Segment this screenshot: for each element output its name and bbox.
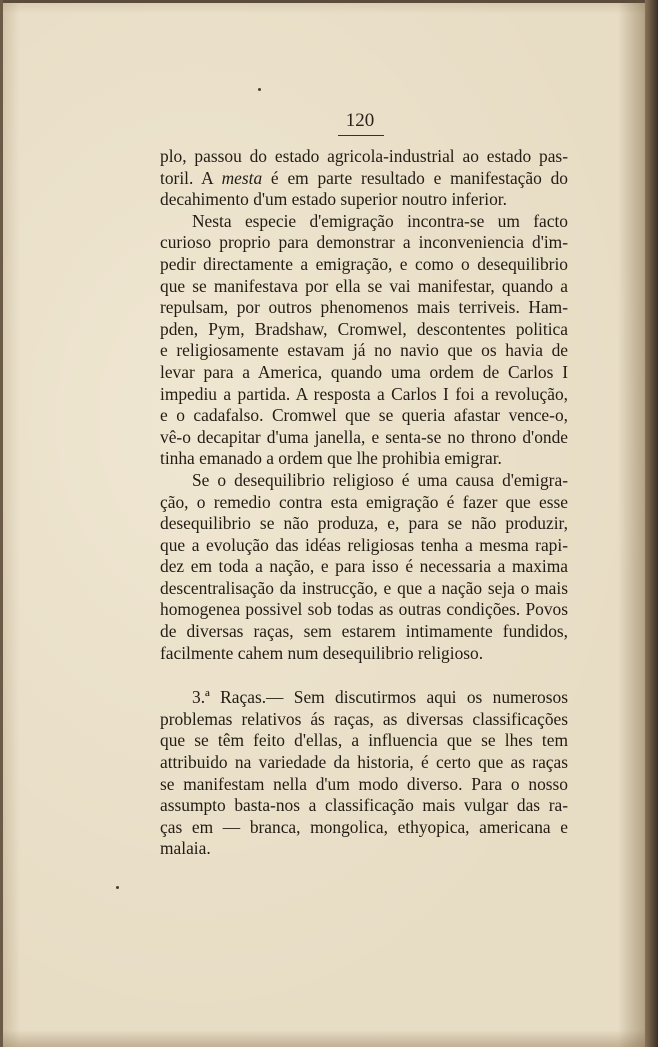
text-line: Nesta especie d'emigração incontra-se um facto — [192, 210, 568, 231]
page-number: 120 — [345, 110, 375, 131]
page-top-edge — [0, 0, 658, 3]
italic-word: mesta — [221, 167, 263, 188]
text-line: decahimento d'um estado superior noutro inferior. — [160, 189, 507, 210]
paper-speck — [258, 88, 261, 91]
text-line: de diversas raças, sem estarem intimamente fundidos, — [160, 621, 568, 642]
text-line: desequilibrio se não produza, e, para se não produzir, — [160, 513, 568, 534]
page-left-edge — [0, 0, 3, 1047]
text-line: que a evolução das idéas religiosas tenha a mesma rapi- — [160, 534, 568, 555]
text-line: impediu a partida. A resposta a Carlos I foi a revolução, — [160, 383, 568, 404]
text-line: e o cadafalso. Cromwel que se queria afastar vence-o, — [160, 405, 568, 426]
text-line: assumpto basta-nos a classificação mais vulgar das ra- — [160, 795, 568, 816]
paragraph-1 — [160, 146, 568, 211]
text-line: repulsam, por outros phenomenos mais terriveis. Ham- — [160, 297, 568, 318]
page-gutter-shadow — [645, 0, 658, 1047]
text-line: toril. A mesta é em parte resultado e manifestação do — [160, 167, 568, 188]
text-line: dez em toda a nação, e para isso é necessaria a maxima — [160, 556, 568, 577]
text-line: pedir directamente a emigração, e como o desequilibrio — [160, 253, 568, 274]
paragraph-3 — [160, 470, 568, 664]
text-line: que se manifestava por ella se vai manifestar, quando a — [160, 275, 568, 296]
text-line: ção, o remedio contra esta emigração é fazer que esse — [160, 491, 568, 512]
text-line: malaia. — [160, 838, 211, 859]
paper-speck — [116, 886, 119, 889]
text-line: e religiosamente estavam já no navio que os havia de — [160, 340, 568, 361]
text-line: que se têm feito d'ellas, a influencia que se lhes tem — [160, 730, 568, 751]
text-line: levar para a America, quando uma ordem de Carlos I — [160, 361, 568, 382]
page-number-rule — [338, 135, 384, 136]
text-line: se manifestam nella d'um modo diverso. Para o nosso — [160, 773, 568, 794]
text-line: vê-o decapitar d'uma janella, e senta-se no throno d'onde — [160, 426, 568, 447]
text-line: pden, Pym, Bradshaw, Cromwel, descontentes politica — [160, 318, 568, 339]
text-line: 3.ª Raças.— Sem discutirmos aqui os numerosos — [192, 687, 568, 708]
text-line: homogenea possivel sob todas as outras condições. Povos — [160, 599, 568, 620]
text-line: descentralisação da instrucção, e que a nação seja o mais — [160, 577, 568, 598]
text-line: plo, passou do estado agricola-industrial ao estado pas- — [160, 146, 568, 166]
body-text — [160, 146, 568, 860]
paragraph-2 — [160, 211, 568, 470]
paragraph-4-races — [160, 687, 568, 860]
text-line: Se o desequilibrio religioso é uma causa d'emigra- — [192, 469, 568, 490]
text-line: ças em — branca, mongolica, ethyopica, americana e — [160, 816, 568, 837]
text-line: problemas relativos ás raças, as diversas classificações — [160, 708, 568, 729]
text-line: curioso proprio para demonstrar a inconveniencia d'im- — [160, 232, 568, 253]
text-line: tinha emanado a ordem que lhe prohibia emigrar. — [160, 448, 502, 469]
text-line: attribuido na variedade da historia, é certo que as raças — [160, 752, 568, 773]
text-line: facilmente cahem num desequilibrio religioso. — [160, 642, 484, 663]
